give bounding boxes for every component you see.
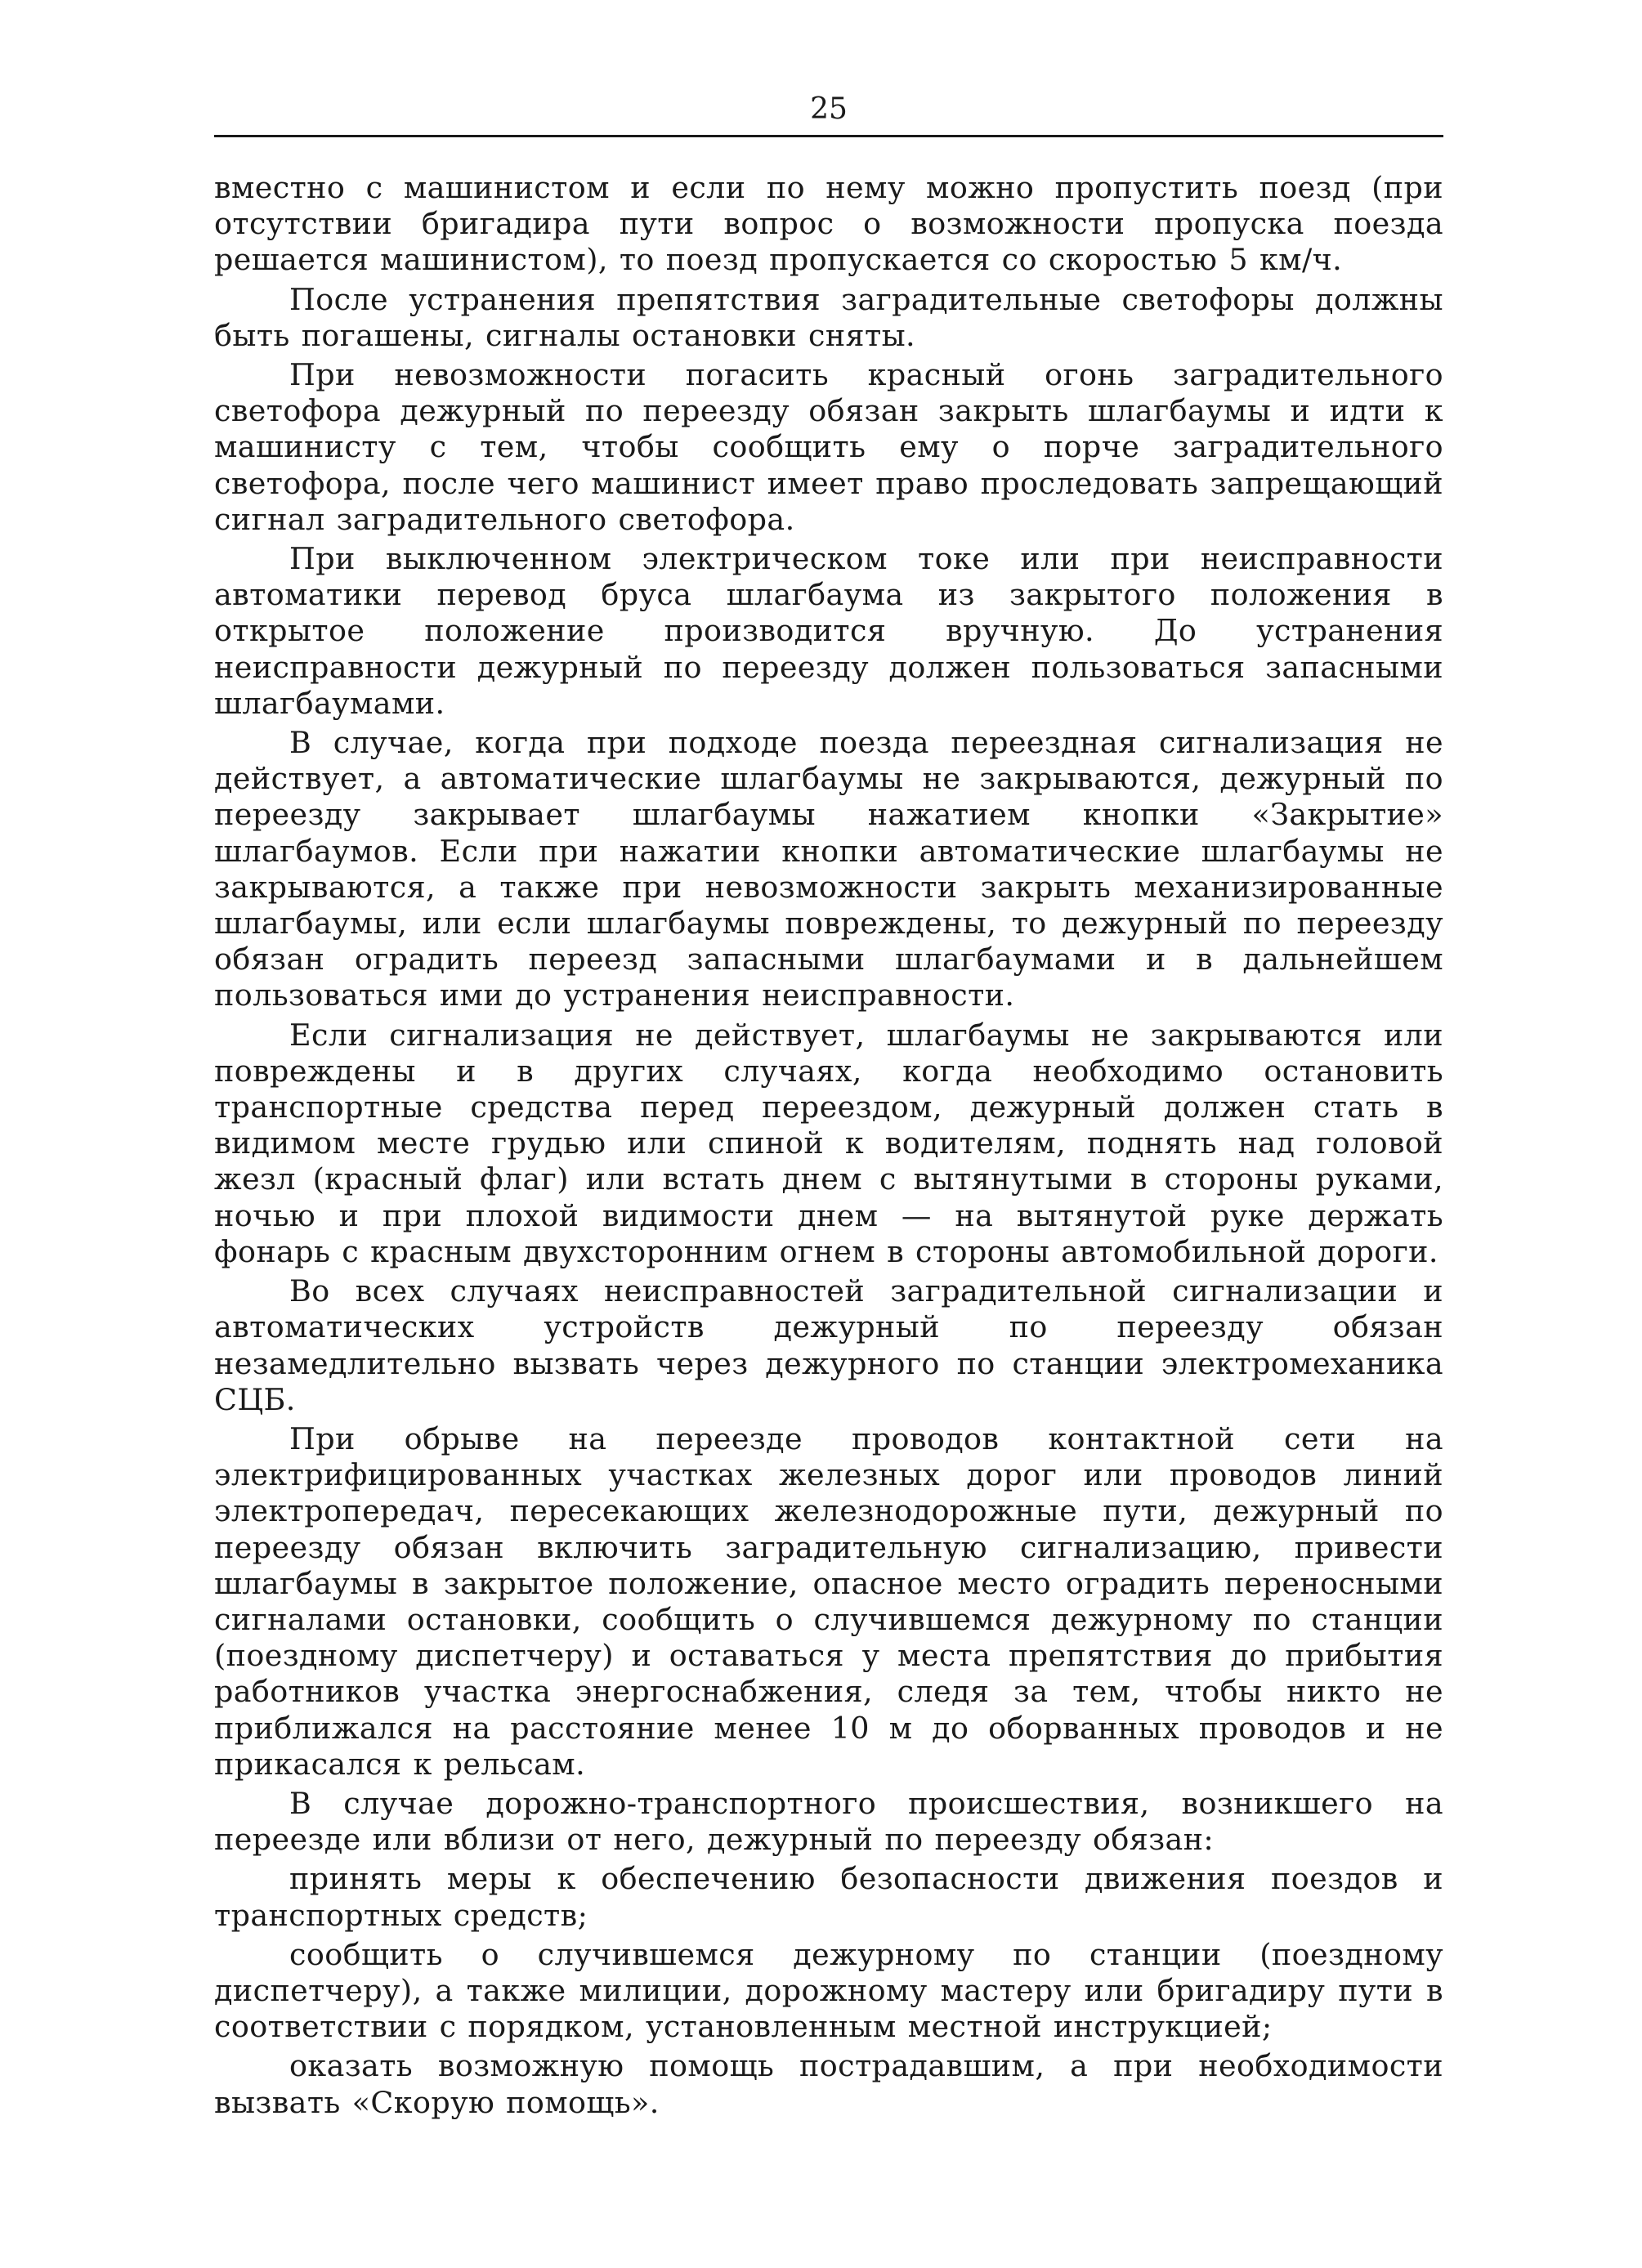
paragraph: Если сигнализация не действует, шлагбаумы не закрываются или повреждены и в других случаях, когда необходимо остановить транспортные средства перед переездом, дежурный должен стать в видимом месте грудью или спиной к водителям, поднять над головой жезл (красный флаг) или встать днем с вытянутыми в стороны руками, ночью и при плохой видимости днем — на вытянутой руке держать фонарь с красным двухсторонним огнем в стороны автомобильной дороги. [214, 1017, 1443, 1269]
paragraph: При обрыве на переезде проводов контактной сети на электрифицированных участках железных дорог или проводов линий электропередач, пересекающих железнодорожные пути, дежурный по переезду обязан включить заградительную сигнализацию, привести шлагбаумы в закрытое положение, опасное место оградить переносными сигналами остановки, сообщить о случившемся дежурному по станции (поездному диспетчеру) и оставаться у места препятствия до прибытия работников участка энергоснабжения, следя за тем, чтобы никто не приближался на расстояние менее 10 м до оборванных проводов и не прикасался к рельсам. [214, 1420, 1443, 1782]
paragraph: В случае, когда при подходе поезда переездная сигнализация не действует, а автоматические шлагбаумы не закрываются, дежурный по переезду закрывает шлагбаумы нажатием кнопки «Закрытие» шлагбаумов. Если при нажатии кнопки автоматические шлагбаумы не закрываются, а также при невозможности закрыть механизированные шлагбаумы, или если шлагбаумы повреждены, то дежурный по переезду обязан оградить переезд запасными шлагбаумами и в дальнейшем пользоваться ими до устранения неисправности. [214, 725, 1443, 1013]
paragraph-list-item: сообщить о случившемся дежурному по станции (поездному диспетчеру), а также милиции, дорожному мастеру или бригадиру пути в соответствии с порядком, установленным местной инструкцией; [214, 1936, 1443, 2045]
paragraph: Во всех случаях неисправностей заградительной сигнализации и автоматических устройств дежурный по переезду обязан незамедлительно вызвать через дежурного по станции электромеханика СЦБ. [214, 1273, 1443, 1417]
paragraph: При выключенном электрическом токе или при неисправности автоматики перевод бруса шлагбаума из закрытого положения в открытое положение производится вручную. До устранения неисправности дежурный по переезду должен пользоваться запасными шлагбаумами. [214, 541, 1443, 721]
header-rule [214, 135, 1443, 137]
paragraph-list-item: оказать возможную помощь пострадавшим, а при необходимости вызвать «Скорую помощь». [214, 2048, 1443, 2120]
paragraph: При невозможности погасить красный огонь заградительного светофора дежурный по переезду обязан закрыть шлагбаумы и идти к машинисту с тем, чтобы сообщить ему о порче заградительного светофора, после чего машинист имеет право проследовать запрещающий сигнал заградительного светофора. [214, 357, 1443, 537]
paragraph: После устранения препятствия заградительные светофоры должны быть погашены, сигналы остановки сняты. [214, 281, 1443, 353]
paragraph: В случае дорожно-транспортного происшествия, возникшего на переезде или вблизи от него, дежурный по переезду обязан: [214, 1785, 1443, 1858]
body-text [214, 170, 1443, 2124]
page-header [214, 92, 1443, 137]
paragraph-continuation: вместно с машинистом и если по нему можно пропустить поезд (при отсутствии бригадира пути вопрос о возможности пропуска поезда решается машинистом), то поезд пропускается со скоростью 5 км/ч. [214, 170, 1443, 278]
page-number: 25 [810, 92, 848, 126]
paragraph-list-item: принять меры к обеспечению безопасности движения поездов и транспортных средств; [214, 1861, 1443, 1933]
